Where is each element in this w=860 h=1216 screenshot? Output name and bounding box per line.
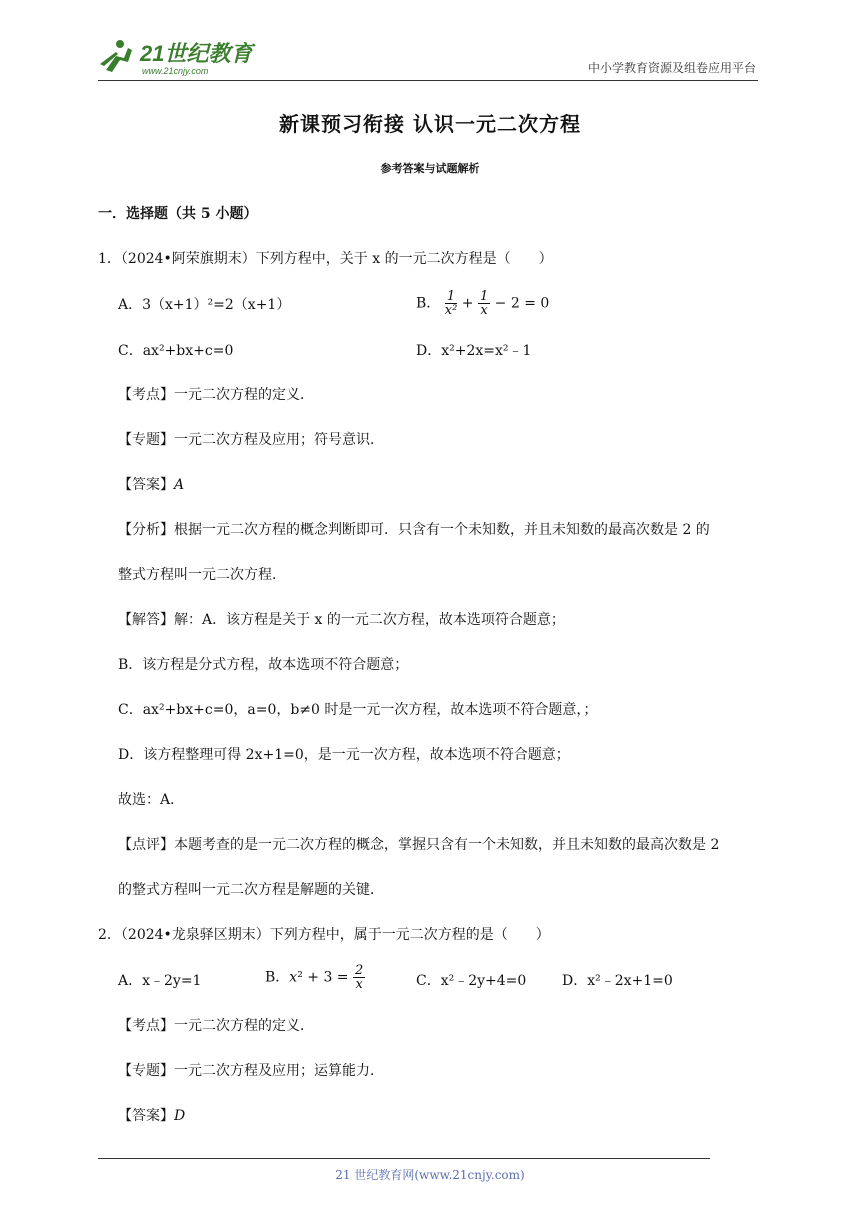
q2-option-c: C．x²﹣2y+4=0 bbox=[416, 973, 527, 989]
q2-option-a: A．x﹣2y=1 bbox=[118, 973, 202, 989]
q1-solution-line1: 【解答】解：A．该方程是关于 x 的一元二次方程，故本选项符合题意； bbox=[118, 612, 565, 628]
logo-21cnjy bbox=[98, 34, 258, 78]
q1-option-c: C．ax²+bx+c=0 bbox=[118, 343, 234, 359]
svg-text:21世纪教育: 21世纪教育 bbox=[140, 41, 253, 66]
q1-answer: 【答案】A bbox=[118, 477, 185, 493]
q1-option-b: B． $\frac{1}{\text{x²}}$ + $\frac{1}{x}$ − 2 = 0 bbox=[416, 289, 550, 318]
footer-divider bbox=[98, 1158, 710, 1159]
q1-comment-line2: 的整式方程叫一元二次方程是解题的关键． bbox=[118, 882, 384, 898]
section-heading: 一．选择题（共 5 小题） bbox=[98, 206, 258, 222]
svg-text:www.21cnjy.com: www.21cnjy.com bbox=[142, 66, 209, 76]
q2-answer: 【答案】D bbox=[118, 1108, 186, 1124]
q1-option-a: A．3（x+1）²=2（x+1） bbox=[118, 297, 291, 313]
document-title: 新课预习衔接 认识一元二次方程 bbox=[279, 112, 581, 136]
q1-analysis-line2: 整式方程叫一元二次方程． bbox=[118, 567, 286, 583]
q1-solution-line2: B．该方程是分式方程，故本选项不符合题意； bbox=[118, 657, 409, 673]
page-header bbox=[98, 34, 758, 81]
q1-option-d: D．x²+2x=x²﹣1 bbox=[416, 343, 532, 359]
document-subtitle: 参考答案与试题解析 bbox=[380, 162, 480, 175]
q1-stem: 1．（2024•阿荣旗期末）下列方程中，关于 x 的一元二次方程是（ ） bbox=[98, 251, 553, 267]
q1-solution-line4: D．该方程整理可得 2x+1=0，是一元一次方程，故本选项不符合题意； bbox=[118, 747, 570, 763]
q2-zhuanti: 【专题】一元二次方程及应用；运算能力． bbox=[118, 1063, 384, 1079]
q1-analysis-line1: 【分析】根据一元二次方程的概念判断即可．只含有一个未知数，并且未知数的最高次数是 2 的 bbox=[118, 522, 710, 538]
header-platform-text: 中小学教育资源及组卷应用平台 bbox=[587, 61, 756, 75]
q2-option-d: D．x²﹣2x+1=0 bbox=[562, 973, 673, 989]
q1-solution-line3: C．ax²+bx+c=0，a=0，b≠0 时是一元一次方程，故本选项不符合题意，； bbox=[118, 702, 598, 718]
q2-kaodian: 【考点】一元二次方程的定义． bbox=[118, 1018, 314, 1034]
q1-zhuanti: 【专题】一元二次方程及应用；符号意识． bbox=[118, 432, 384, 448]
q2-option-b: B．x² + 3 = $\frac{2}{x}$ bbox=[265, 963, 364, 992]
q2-stem: 2．（2024•龙泉驿区期末）下列方程中，属于一元二次方程的是（ ） bbox=[98, 927, 550, 943]
q1-kaodian: 【考点】一元二次方程的定义． bbox=[118, 387, 314, 403]
q1-comment-line1: 【点评】本题考查的是一元二次方程的概念，掌握只含有一个未知数，并且未知数的最高次数是 2 bbox=[118, 837, 720, 853]
q1-solution-line5: 故选：A． bbox=[118, 792, 185, 808]
footer-text: 21 世纪教育网(www.21cnjy.com) bbox=[335, 1168, 525, 1182]
